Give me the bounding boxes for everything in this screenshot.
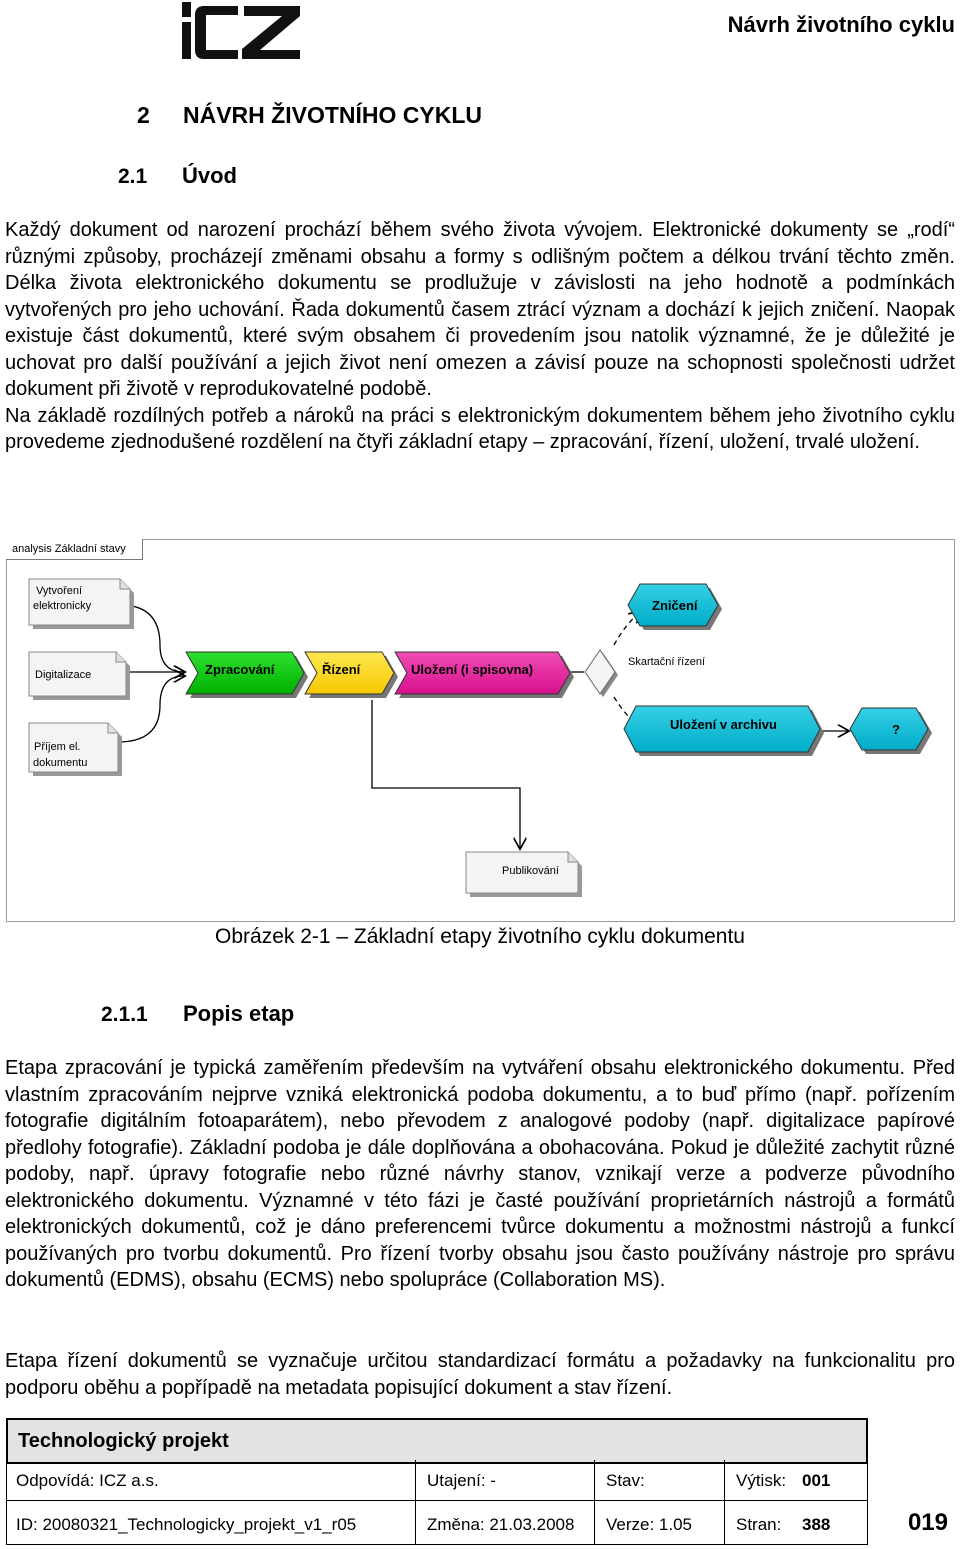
figure-caption: Obrázek 2-1 – Základní etapy životního cyklu dokumentu	[215, 925, 745, 948]
footer-left-border	[6, 1460, 7, 1545]
subsection-number: 2.1.1	[101, 1003, 148, 1026]
footer-stran-label: Stran:	[736, 1515, 782, 1534]
footer-stran-value: 388	[802, 1515, 831, 1534]
footer-col-divider-1	[415, 1460, 416, 1545]
label-zpracovani: Zpracování	[205, 662, 275, 677]
footer-verze: Verze: 1.05	[606, 1515, 693, 1534]
label-vytvoreni-1: Vytvoření	[36, 585, 83, 597]
footer-project-header	[6, 1418, 868, 1464]
footer-right-border	[867, 1460, 868, 1545]
label-zniceni: Zničení	[652, 598, 698, 613]
footer-bottom-line	[6, 1544, 868, 1545]
label-prijem-2: dokumentu	[33, 757, 88, 769]
intro-paragraph-2: Na základě rozdílných potřeb a nároků na práci s elektronickým dokumentem během jeho životního cyklu provedeme zjednodušené rozdělení na čtyři základní etapy – zpracování, řízení, uložení, trvalé uložení.	[5, 404, 955, 453]
label-skartacni: Skartační řízení	[628, 656, 706, 668]
footer-vytisk-label: Výtisk:	[736, 1471, 787, 1490]
page-number: 019	[907, 1509, 948, 1536]
footer-utajeni: Utajení: -	[427, 1471, 496, 1490]
diagram-tab-label: analysis Základní stavy	[6, 539, 143, 560]
label-publikovani: Publikování	[502, 865, 559, 877]
label-prijem-1: Příjem el.	[34, 741, 81, 753]
chapter-number: 2	[137, 102, 150, 128]
section-number: 2.1	[118, 165, 148, 188]
subsection-title: Popis etap	[183, 1001, 295, 1026]
label-digitalizace: Digitalizace	[35, 669, 92, 681]
footer-odpovida: Odpovídá: ICZ a.s.	[16, 1471, 159, 1490]
intro-paragraph: Každý dokument od narození prochází během svého života vývojem. Elektronické dokumenty se „rodí“ různými způsoby, procházejí změnami obsahu a formy s odlišným počtem a délkou trvání těchto změn. Délka života elektronického dokumentu se prodlužuje v závislosti na jeho hodnotě a podmínkách vytvořených pro jeho uchování. Řada dokumentů časem ztrácí význam a dochází k jejich zničení. Naopak existuje část dokumentů, které svým obsahem či provedením jsou natolik významné, že je důležité je uchovat pro další používání a jejich život není omezen a závisí pouze na schopnosti společnosti udržet dokument při životě v reprodukovatelné podobě.	[5, 219, 955, 400]
section-title: Úvod	[182, 163, 237, 188]
footer-col-divider-2	[594, 1460, 595, 1545]
label-otaznik: ?	[892, 722, 900, 737]
label-archiv: Uložení v archivu	[670, 717, 777, 732]
footer-project: Technologický projekt	[18, 1430, 229, 1452]
footer-stav: Stav:	[606, 1471, 645, 1490]
node-otaznik	[850, 708, 932, 754]
footer-zmena: Změna: 21.03.2008	[427, 1515, 575, 1534]
chapter-title: NÁVRH ŽIVOTNÍHO CYKLU	[183, 102, 482, 128]
footer-col-divider-3	[724, 1460, 725, 1545]
subsection-heading	[101, 1001, 294, 1027]
label-rizeni: Řízení	[322, 662, 361, 677]
footer-vytisk-value: 001	[802, 1471, 831, 1490]
connector-publikovani	[372, 700, 520, 848]
paragraph-etapa-rizeni: Etapa řízení dokumentů se vyznačuje určitou standardizací formátu a požadavky na funkcionalitu pro podporu oběhu a popřípadě na metadata popisující dokument a stav řízení.	[5, 1350, 955, 1399]
label-vytvoreni-2: elektronicky	[33, 600, 92, 612]
footer-id: ID: 20080321_Technologicky_projekt_v1_r05	[16, 1515, 357, 1534]
footer-divider	[6, 1500, 868, 1501]
running-title: Návrh životního cyklu	[727, 12, 955, 37]
paragraph-etapa-zpracovani: Etapa zpracování je typická zaměřením především na vytváření obsahu elektronického dokumentu. Před vlastním zpracováním nejprve vzniká elektronická podoba dokumentu, a to buď přímo (např. pořízením fotografie digitálním fotoaparátem), nebo převodem z analogové podoby (např. digitalizace papírové předlohy fotografie). Základní podoba je dále doplňována a obohacována. Pokud je důležité zachytit různé podoby, např. úpravy fotografie nebo různé návrhy stanov, vznikají verze a podverze původního elektronického dokumentu. Významné v této fázi je časté používání proprietárních nástrojů a formátů elektronických dokumentů, což je dáno preferencemi tvůrce dokumentu a možnostmi nástrojů a funkcí používaných pro tvorbu dokumentů. Pro řízení tvorby obsahu jsou často používány nástroje pro správu dokumentů (EDMS), obsahu (ECMS) nebo spolupráce (Collaboration MS).	[5, 1057, 955, 1291]
label-ulozeni: Uložení (i spisovna)	[411, 662, 534, 677]
node-skartacni-rizeni	[585, 650, 618, 697]
